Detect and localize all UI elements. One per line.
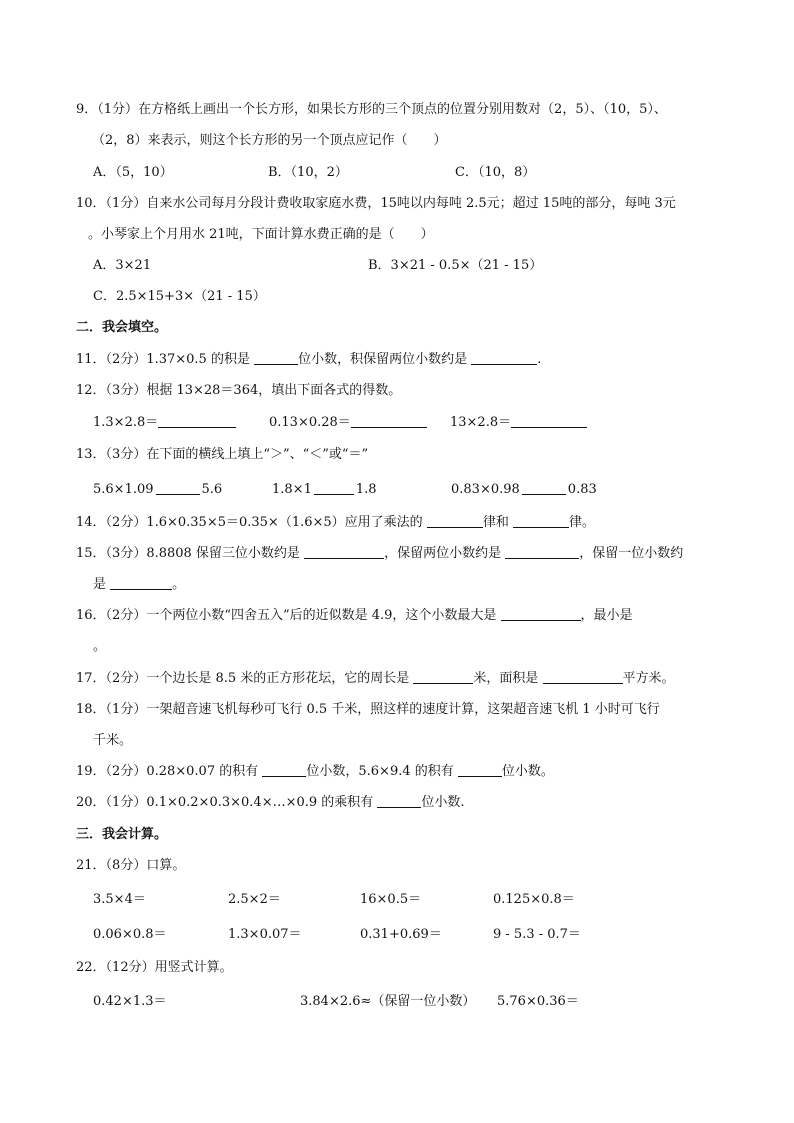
- q9-option-b: B．（10，2）: [268, 165, 348, 180]
- q21-row2-item: 1.3×0.07＝: [228, 927, 302, 942]
- q12-blank-2[interactable]: [351, 414, 427, 428]
- q10-line2: 。小琴家上个月用水 21吨，下面计算水费正确的是（ ）: [88, 227, 434, 242]
- q9-option-c: C．（10，8）: [455, 165, 536, 180]
- q9-option-a: A．（5，10）: [93, 165, 173, 180]
- q12-line1: 12．（3分）根据 13×28＝364，填出下面各式的得数。: [76, 383, 402, 398]
- q18-line1: 18．（1分）一架超音速飞机每秒可飞行 0.5 千米，照这样的速度计算，这架超音速飞机 1 小时可飞行: [76, 702, 660, 717]
- q21-row1-item: 16×0.5＝: [360, 892, 422, 907]
- q14-blank-1[interactable]: [427, 514, 483, 528]
- q10-option-a: A．3×21: [93, 258, 152, 273]
- q21-row2-item: 0.06×0.8＝: [93, 927, 167, 942]
- q13-expr-3: 0.83×0.98 0.83: [451, 482, 597, 497]
- q21-row1-item: 2.5×2＝: [228, 892, 281, 907]
- q22-expr-3: 5.76×0.36＝: [497, 994, 579, 1009]
- q19-blank-2[interactable]: [458, 763, 502, 777]
- q20: 20．（1分）0.1×0.2×0.3×0.4×…×0.9 的乘积有 位小数.: [76, 795, 465, 810]
- q14-blank-2[interactable]: [513, 514, 569, 528]
- q13-blank-2[interactable]: [314, 481, 354, 495]
- q17-blank-1[interactable]: [413, 670, 473, 684]
- q15-blank-1[interactable]: [304, 545, 384, 559]
- q13-blank-3[interactable]: [522, 481, 566, 495]
- q15-line1: 15．（3分）8.8808 保留三位小数约是 ，保留两位小数约是 ，保留一位小数约: [76, 546, 684, 561]
- q21-row1-item: 0.125×0.8＝: [493, 892, 575, 907]
- q21-row2-item: 0.31+0.69＝: [360, 927, 442, 942]
- q13-line1: 13．（3分）在下面的横线上填上“＞”、“＜”或“＝”: [76, 447, 369, 462]
- q21-row2-item: 9 - 5.3 - 0.7＝: [493, 927, 581, 942]
- q9-line2: （2，8）来表示，则这个长方形的另一个顶点应记作（ ）: [92, 133, 447, 148]
- q11-blank-2[interactable]: [471, 351, 537, 365]
- q22-title: 22．（12分）用竖式计算。: [76, 960, 233, 975]
- q21-title: 21．（8分）口算。: [76, 858, 186, 873]
- q21-row1-item: 3.5×4＝: [93, 892, 146, 907]
- q20-blank-1[interactable]: [377, 794, 421, 808]
- q22-expr-1: 0.42×1.3＝: [93, 994, 167, 1009]
- q11-blank-1[interactable]: [254, 351, 298, 365]
- q19-blank-1[interactable]: [262, 763, 306, 777]
- q10-option-c: C．2.5×15+3×（21 - 15）: [93, 289, 266, 304]
- q19: 19．（2分）0.28×0.07 的积有 位小数，5.6×9.4 的积有 位小数。: [76, 764, 554, 779]
- q10-option-b: B．3×21 - 0.5×（21 - 15）: [368, 258, 543, 273]
- q12-expr-2: 0.13×0.28＝: [269, 414, 427, 432]
- q13-expr-2: 1.8×1 1.8: [272, 482, 377, 497]
- q18-line2: 千米。: [93, 733, 133, 748]
- q16-blank-1[interactable]: [501, 607, 581, 621]
- q15-blank-2[interactable]: [505, 545, 579, 559]
- q12-expr-1: 1.3×2.8＝: [93, 414, 236, 432]
- q13-expr-1: 5.6×1.09 5.6: [93, 482, 223, 497]
- q13-blank-1[interactable]: [156, 481, 200, 495]
- q14: 14．（2分）1.6×0.35×5＝0.35×（1.6×5）应用了乘法的 律和 律。: [76, 515, 595, 530]
- q17-blank-2[interactable]: [543, 670, 623, 684]
- section-2-heading: 二．我会填空。: [76, 320, 168, 335]
- q11: 11．（2分）1.37×0.5 的积是 位小数，积保留两位小数约是 .: [76, 352, 542, 367]
- q12-blank-3[interactable]: [511, 414, 587, 428]
- q16-line1: 16．（2分）一个两位小数“四舍五入”后的近似数是 4.9，这个小数最大是 ，最小是: [76, 608, 633, 623]
- q12-expr-3: 13×2.8＝: [450, 414, 587, 432]
- q12-blank-1[interactable]: [158, 414, 236, 428]
- section-3-heading: 三．我会计算。: [76, 827, 168, 842]
- q22-expr-2: 3.84×2.6≈（保留一位小数）: [300, 994, 476, 1009]
- q16-line2: 。: [93, 639, 107, 654]
- q10-line1: 10．（1分）自来水公司每月分段计费收取家庭水费，15吨以内每吨 2.5元；超过 15吨的部分，每吨 3元: [76, 196, 676, 211]
- q17: 17．（2分）一个边长是 8.5 米的正方形花坛，它的周长是 米，面积是 平方米。: [76, 671, 675, 686]
- q9-line1: 9．（1分）在方格纸上画出一个长方形，如果长方形的三个顶点的位置分别用数对（2，5）、（10，5）、: [76, 102, 667, 117]
- q15-line2: 是 。: [93, 577, 186, 592]
- q15-blank-3[interactable]: [110, 576, 172, 590]
